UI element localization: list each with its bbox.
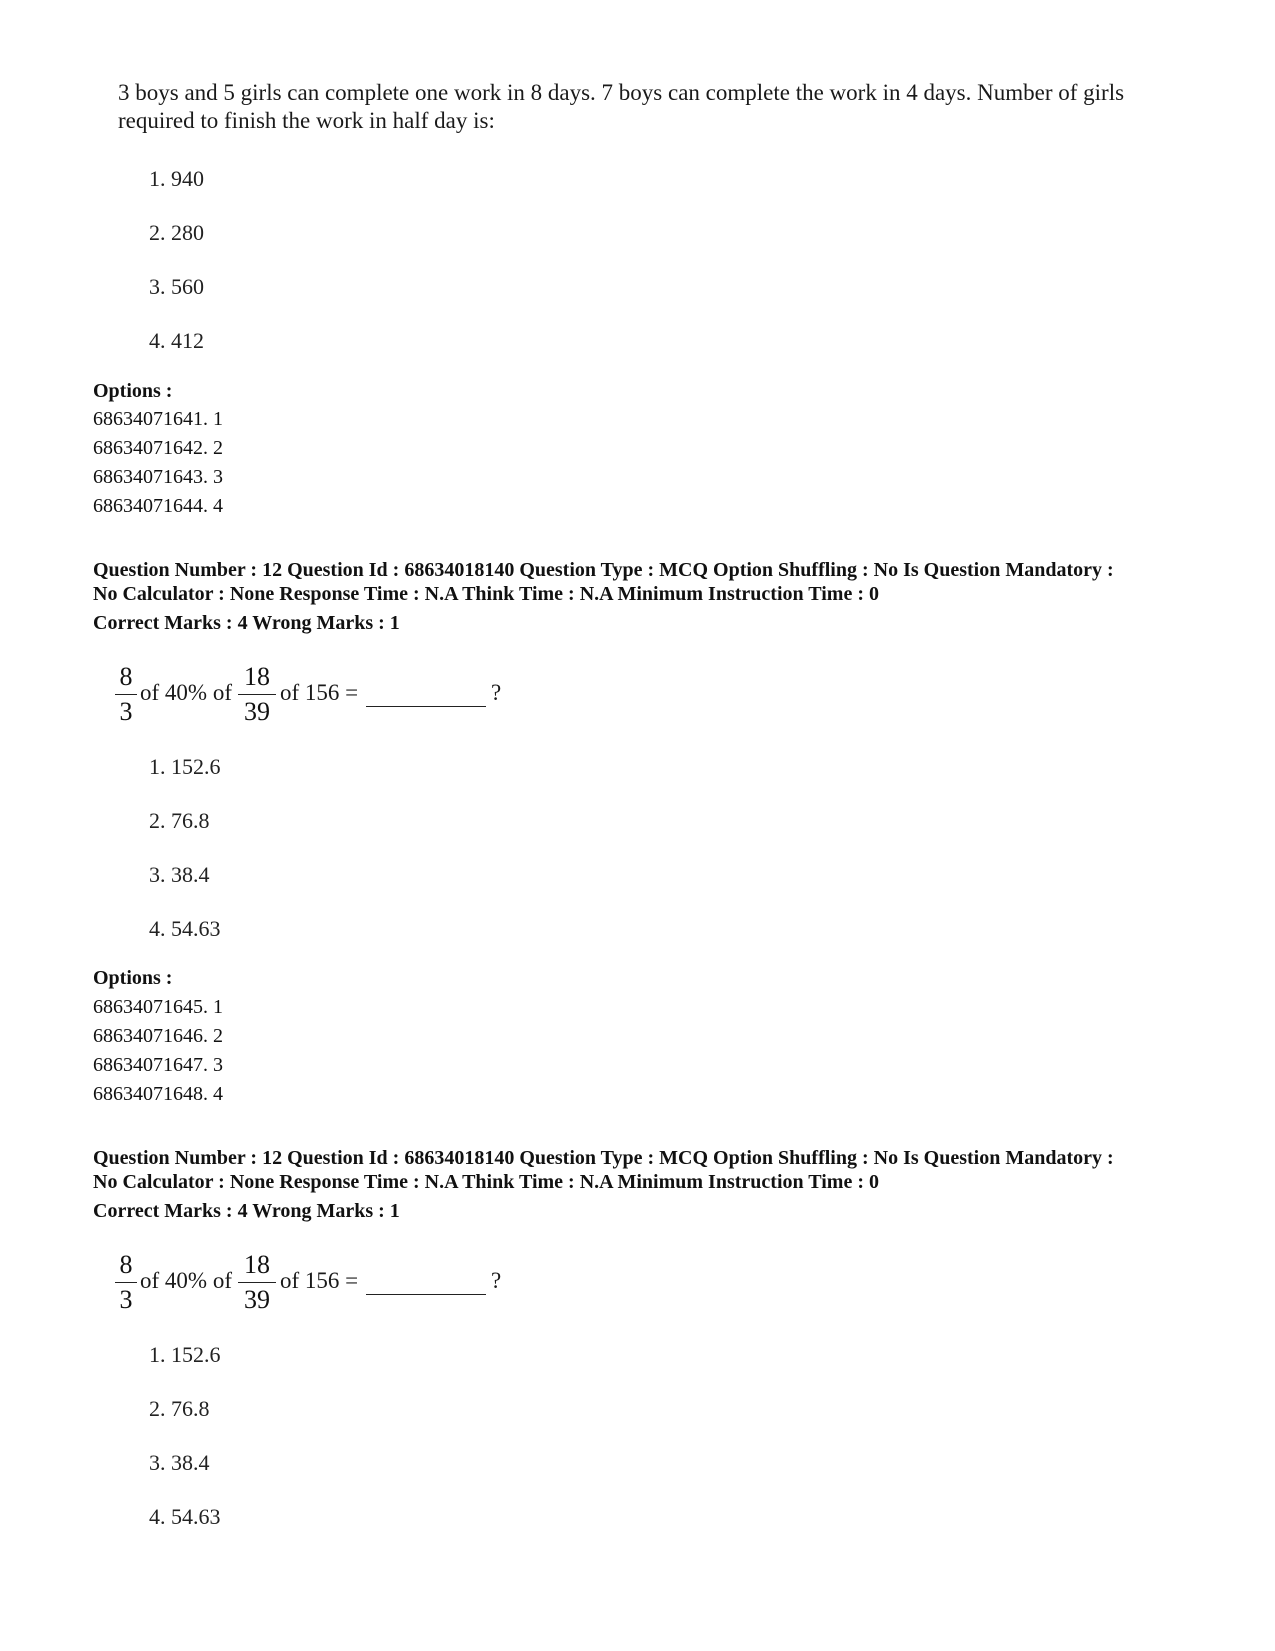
expression-tail: of 156 = (280, 1268, 359, 1293)
option-id-2: 68634071642. 2 (93, 437, 223, 459)
fraction-8-over-3: 8 3 (115, 662, 137, 727)
answer-blank (366, 1294, 486, 1295)
fraction-18-over-39: 18 39 (238, 662, 276, 727)
answer-choice-2: 2. 76.8 (149, 1396, 210, 1421)
answer-choice-2: 2. 280 (149, 220, 204, 245)
question-meta-line2: No Calculator : None Response Time : N.A Think Time : N.A Minimum Instruction Time : 0 (93, 1171, 879, 1193)
answer-blank (366, 706, 486, 707)
option-id-1: 68634071641. 1 (93, 408, 223, 430)
options-label: Options : (93, 380, 173, 402)
option-id-1: 68634071645. 1 (93, 996, 223, 1018)
question-meta-line1: Question Number : 12 Question Id : 68634018140 Question Type : MCQ Option Shuffling : No Is Question Mandatory : (93, 1147, 1114, 1169)
answer-choice-4: 4. 54.63 (149, 1504, 221, 1529)
options-label: Options : (93, 967, 173, 989)
question-meta-line1: Question Number : 12 Question Id : 68634018140 Question Type : MCQ Option Shuffling : No Is Question Mandatory : (93, 559, 1114, 581)
question-mark: ? (491, 1268, 502, 1293)
expression-tail: of 156 = (280, 680, 359, 705)
question-mark: ? (491, 680, 502, 705)
answer-choice-3: 3. 38.4 (149, 1450, 210, 1475)
question-meta-line2: No Calculator : None Response Time : N.A Think Time : N.A Minimum Instruction Time : 0 (93, 583, 879, 605)
answer-choice-4: 4. 54.63 (149, 916, 221, 941)
option-id-2: 68634071646. 2 (93, 1025, 223, 1047)
question-text-line2: required to finish the work in half day is: (118, 108, 495, 133)
expression-text: of 40% of (140, 1268, 232, 1293)
answer-choice-1: 1. 940 (149, 166, 204, 191)
fraction-18-over-39: 18 39 (238, 1250, 276, 1315)
answer-choice-3: 3. 560 (149, 274, 204, 299)
answer-choice-1: 1. 152.6 (149, 754, 221, 779)
question-text-line1: 3 boys and 5 girls can complete one work in 8 days. 7 boys can complete the work in 4 days. Number of girls (118, 80, 1125, 105)
marks-line: Correct Marks : 4 Wrong Marks : 1 (93, 1200, 400, 1222)
answer-choice-3: 3. 38.4 (149, 862, 210, 887)
expression-text: of 40% of (140, 680, 232, 705)
option-id-4: 68634071644. 4 (93, 495, 223, 517)
option-id-3: 68634071647. 3 (93, 1054, 223, 1076)
answer-choice-1: 1. 152.6 (149, 1342, 221, 1367)
marks-line: Correct Marks : 4 Wrong Marks : 1 (93, 612, 400, 634)
fraction-8-over-3: 8 3 (115, 1250, 137, 1315)
answer-choice-4: 4. 412 (149, 328, 204, 353)
option-id-4: 68634071648. 4 (93, 1083, 223, 1105)
answer-choice-2: 2. 76.8 (149, 808, 210, 833)
option-id-3: 68634071643. 3 (93, 466, 223, 488)
